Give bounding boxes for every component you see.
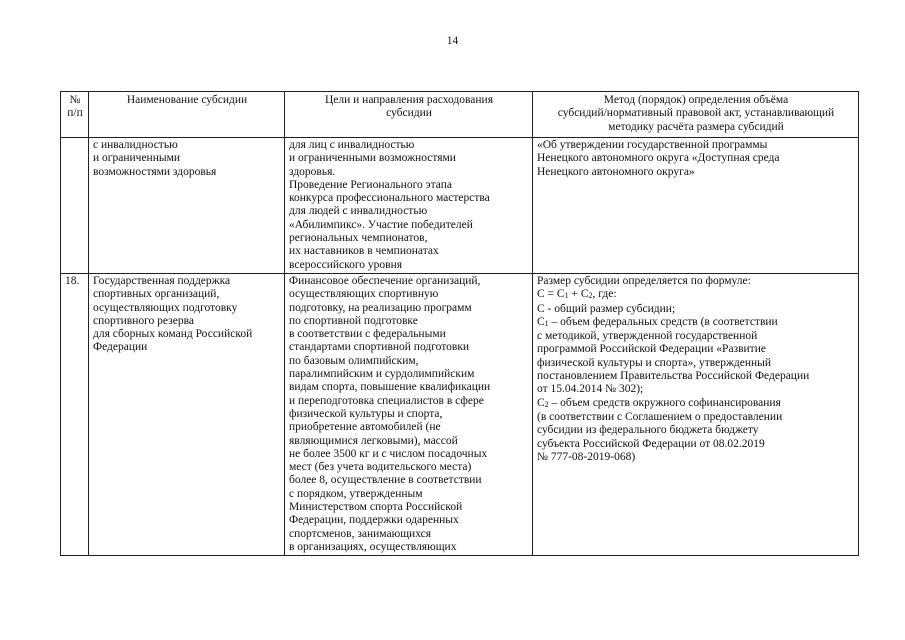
header-method: Метод (порядок) определения объёма субсидий/нормативный правовой акт, устанавливающий методику расчёта размера субсидий <box>533 92 859 138</box>
formula-c1-definition: $С_1$ – объем федеральных средств (в соответствии <box>537 315 778 328</box>
header-num: № п/п <box>61 92 89 138</box>
formula-c-definition: С - общий размер субсидии; <box>537 302 676 315</box>
method-cell: «Об утверждении государственной программы Ненецкого автономного округа «Доступная среда Ненецкого автономного округа» <box>533 138 859 274</box>
method-cell: Размер субсидии определяется по формуле: $С = С_1 + С_2$, где: С - общий размер субсидии; $С_1$ – объем федеральных средств (в соответствии с методикой, утвержденной государственной программой Российской Федерации «Развитие физической культуры и спорта», утвержденный постановлением Правительства Российской Федерации от 15.04.2014 № 302); $С_2$ – объем средств окружного софинансирования (в соответствии с Соглашением о предоставлении субсидии из федерального бюджета бюджету субъекта Российской Федерации от 08.02.2019 № 777-08-2019-068) <box>533 273 859 555</box>
formula-intro: Размер субсидии определяется по формуле: <box>537 274 751 287</box>
subsidy-name-cell: Государственная поддержка спортивных организаций, осуществляющих подготовку спортивного резерва для сборных команд Российской Федерации <box>89 273 285 555</box>
table-row <box>61 273 859 555</box>
table-header-row <box>61 92 859 138</box>
row-number <box>61 138 89 274</box>
formula-c2-definition: $С_2$ – объем средств окружного софинансирования <box>537 396 781 409</box>
goals-cell: Финансовое обеспечение организаций, осуществляющих спортивную подготовку, на реализацию программ по спортивной подготовке в соответствии с федеральными стандартами спортивной подготовки по базовым олимпийским, паралимпийским и сурдолимпийским видам спорта, повышение квалификации и переподготовка специалистов в сфере физической культуры и спорта, приобретение автомобилей (не являющимися легковыми), массой не более 3500 кг и с числом посадочных мест (без учета водительского места) более 8, осуществление в соответствии с порядком, утвержденным Министерством спорта Российской Федерации, поддержки одаренных спортсменов, занимающихся в организациях, осуществляющих <box>285 273 533 555</box>
header-goals: Цели и направления расходования субсидии <box>285 92 533 138</box>
formula: $С = С_1 + С_2$, где: <box>537 288 617 301</box>
page-number: 14 <box>446 35 459 47</box>
subsidy-name-cell: с инвалидностью и ограниченными возможностями здоровья <box>89 138 285 274</box>
table-row <box>61 138 859 274</box>
goals-cell: для лиц с инвалидностью и ограниченными возможностями здоровья. Проведение Регионального этапа конкурса профессионального мастерства для людей с инвалидностью «Абилимпикс». Участие победителей региональных чемпионатов, их наставников в чемпионатах всероссийского уровня <box>285 138 533 274</box>
row-number: 18. <box>61 273 89 555</box>
subsidy-table <box>60 91 859 556</box>
header-name: Наименование субсидии <box>89 92 285 138</box>
